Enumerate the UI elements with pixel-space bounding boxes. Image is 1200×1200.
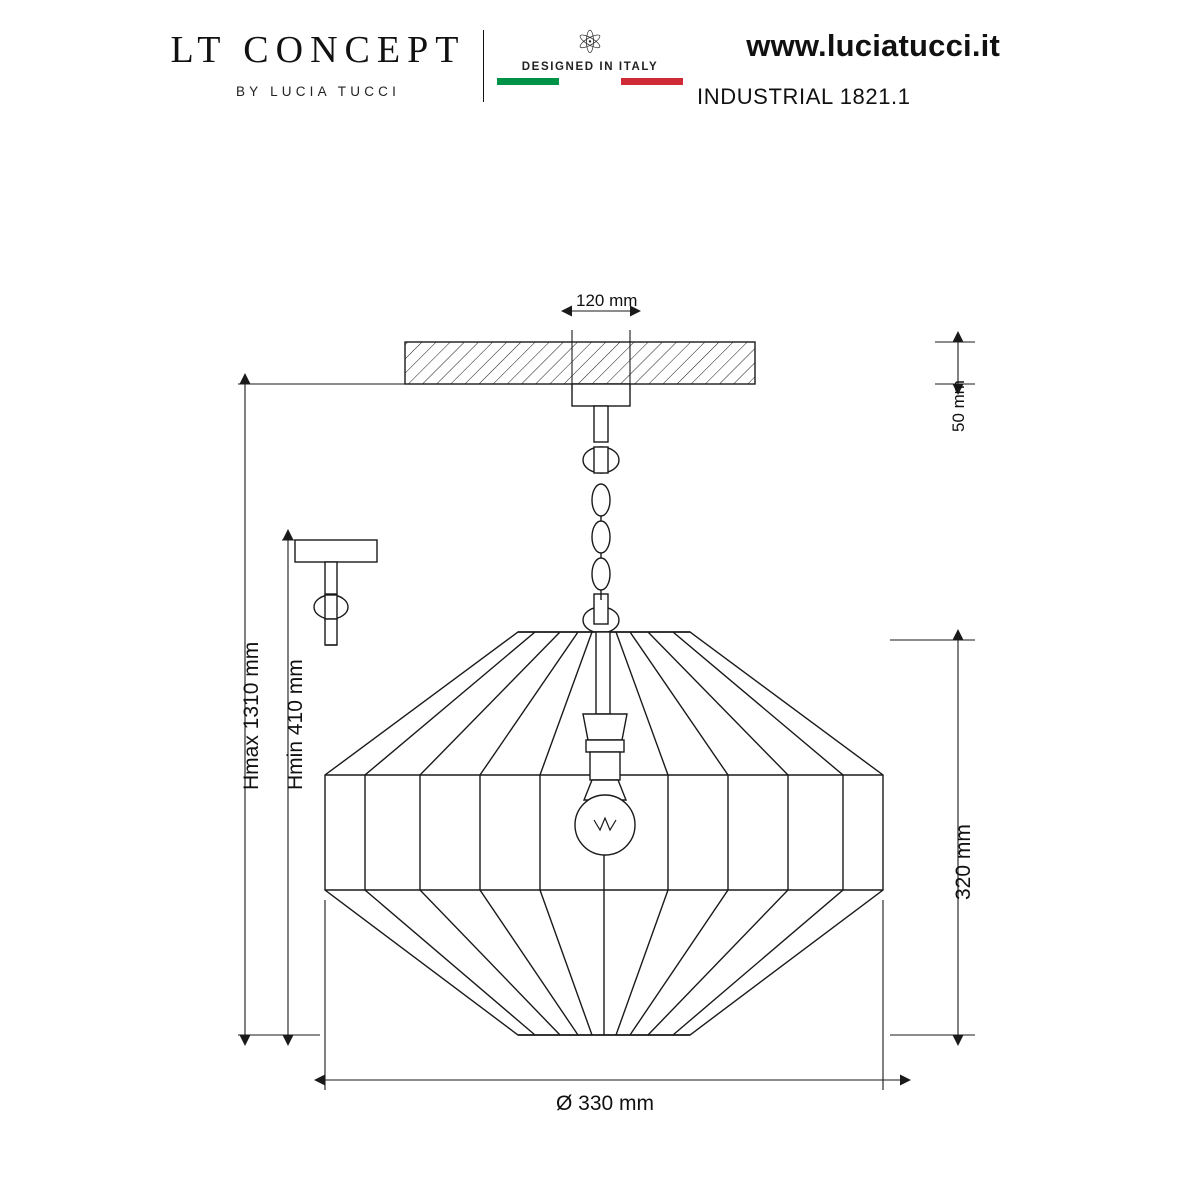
dimension-hmax: Hmax 1310 mm <box>240 641 263 790</box>
model-name: INDUSTRIAL 1821.1 <box>697 84 911 109</box>
fixture-geometry <box>295 342 883 1035</box>
dimension-shade-height: 320 mm <box>952 824 975 900</box>
dimension-canopy-height: 50 mm <box>949 380 968 432</box>
fleur-de-lis-icon: ⚛ <box>575 24 605 60</box>
brand-name: LT CONCEPT <box>170 29 466 71</box>
brand-tagline: BY LUCIA TUCCI <box>235 84 401 99</box>
dimension-diameter: Ø 330 mm <box>556 1092 655 1115</box>
dimension-hmin: Hmin 410 mm <box>284 659 307 790</box>
website-url[interactable]: www.luciatucci.it <box>746 28 1000 63</box>
designed-in-italy-label: DESIGNED IN ITALY <box>521 61 659 73</box>
dimension-canopy-width: 120 mm <box>576 291 638 310</box>
